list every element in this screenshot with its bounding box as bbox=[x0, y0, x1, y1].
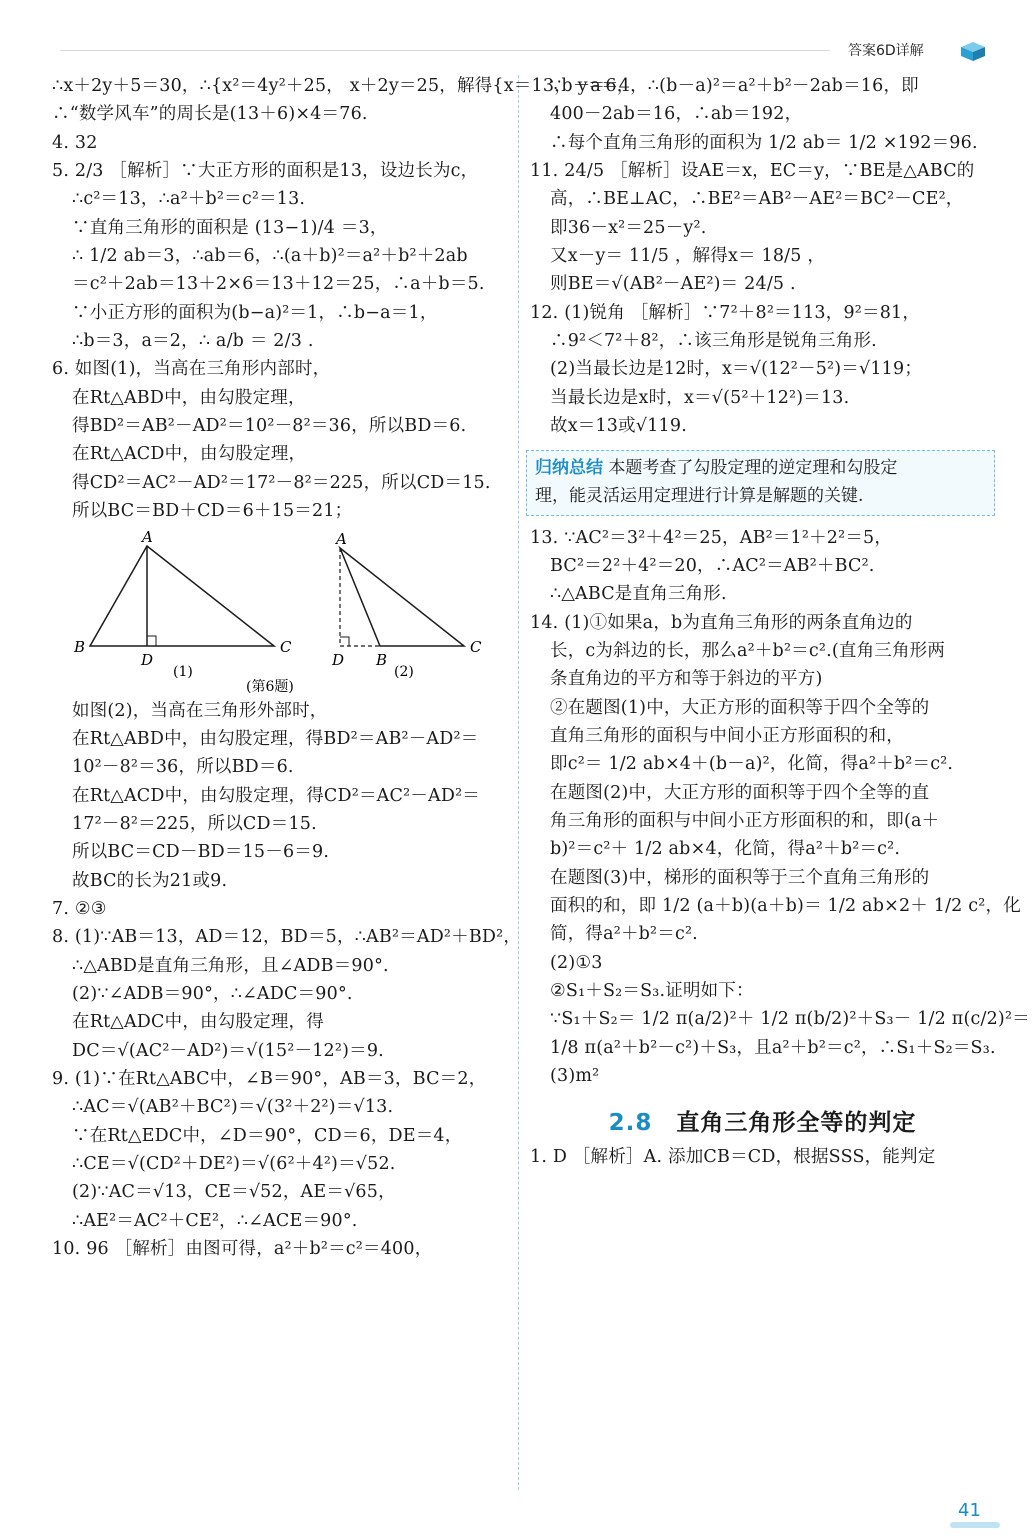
header-brand: 答案6D详解 bbox=[848, 43, 924, 59]
answer-line: 在Rt△ADC中，由勾股定理，得 bbox=[72, 1012, 324, 1033]
answer-line: ＝c²＋2ab＝13＋2×6＝13＋12＝25，∴a＋b＝5. bbox=[72, 274, 485, 295]
figure-question-6 bbox=[52, 528, 510, 693]
answer-line: ∴AE²＝AC²＋CE²，∴∠ACE＝90°. bbox=[72, 1210, 358, 1231]
answer-line: ∵在Rt△EDC中，∠D＝90°，CD＝6，DE＝4， bbox=[72, 1125, 463, 1146]
answer-line: 面积的和，即 1/2 (a＋b)(a＋b)＝ 1/2 ab×2＋ 1/2 c²，化 bbox=[550, 896, 1021, 916]
answer-line: 8. (1)∵AB＝13，AD＝12，BD＝5，∴AB²＝AD²＋BD²， bbox=[52, 927, 522, 948]
label-b-2: B bbox=[376, 650, 388, 669]
answer-line: (2)∵AC＝√13，CE＝√52，AE＝√65， bbox=[72, 1182, 396, 1203]
label-a-2: A bbox=[336, 529, 347, 548]
answer-line: 又x－y＝ 11/5 ，解得x＝ 18/5 ， bbox=[550, 246, 826, 267]
summary-box bbox=[526, 450, 995, 515]
figure-caption: (第6题) bbox=[246, 678, 294, 693]
answer-line: 故x＝13或√119. bbox=[550, 416, 687, 437]
answer-line: 当最长边是x时，x＝√(5²＋12²)＝13. bbox=[550, 387, 850, 408]
label-d-2: D bbox=[332, 650, 345, 669]
answer-line: 得CD²＝AC²－AD²＝17²－8²＝225，所以CD＝15. bbox=[72, 472, 491, 493]
answer-line: 7. ②③ bbox=[52, 898, 107, 919]
answer-line: ∴△ABC是直角三角形. bbox=[550, 584, 727, 605]
answer-line: ∴每个直角三角形的面积为 1/2 ab＝ 1/2 ×192＝96. bbox=[550, 132, 978, 153]
answer-line: 简，得a²＋b²＝c². bbox=[550, 924, 698, 945]
answer-line: ∴“数学风车”的周长是(13＋6)×4＝76. bbox=[52, 104, 368, 125]
answer-line: DC＝√(AC²－AD²)＝√(15²－12²)＝9. bbox=[72, 1040, 384, 1061]
answer-line: ∵小正方形的面积为(b−a)²＝1，∴b−a＝1， bbox=[72, 302, 438, 323]
answer-line: 1. D ［解析］A. 添加CB＝CD，根据SSS，能判定 bbox=[530, 1147, 936, 1168]
page-number: 41 bbox=[958, 1500, 981, 1521]
answer-line: (3)m² bbox=[550, 1066, 600, 1087]
answer-line: ∴AC＝√(AB²＋BC²)＝√(3²＋2²)＝√13. bbox=[72, 1097, 394, 1118]
answer-line: 17²－8²＝225，所以CD＝15. bbox=[72, 813, 317, 834]
answer-line: 即36－x²＝25－y². bbox=[550, 217, 707, 238]
answer-line: 在Rt△ACD中，由勾股定理，得CD²＝AC²－AD²＝ bbox=[72, 785, 480, 806]
answer-line: 400－2ab＝16，∴ab＝192， bbox=[550, 104, 803, 125]
summary-text-2: 理，能灵活运用定理进行计算是解题的关键. bbox=[535, 486, 864, 506]
answer-line: ∴CE＝√(CD²＋DE²)＝√(6²＋4²)＝√52. bbox=[72, 1154, 396, 1174]
answer-line: 高，∴BE⊥AC，∴BE²＝AB²－AE²＝BC²－CE²， bbox=[550, 189, 964, 210]
answer-line: 在Rt△ABD中，由勾股定理，得BD²＝AB²－AD²＝ bbox=[72, 728, 479, 749]
answer-line: (2)①3 bbox=[550, 952, 603, 973]
answer-line: 角三角形的面积与中间小正方形面积的和，即(a＋ bbox=[550, 810, 940, 831]
triangle-diagrams bbox=[52, 528, 510, 693]
answer-line: BC²＝2²＋4²＝20，∴AC²＝AB²＋BC². bbox=[550, 555, 875, 576]
answer-line: 所以BC＝CD－BD＝15－6＝9. bbox=[72, 842, 330, 863]
label-c-2: C bbox=[470, 637, 482, 656]
answer-line: ∴9²＜7²＋8²，∴该三角形是锐角三角形. bbox=[550, 331, 877, 352]
answer-line: ∵直角三角形的面积是 (13−1)/4 ＝3， bbox=[72, 217, 388, 238]
answer-line: 则BE＝√(AB²－AE²)＝ 24/5 . bbox=[550, 274, 796, 295]
figure-sub-2: (2) bbox=[394, 663, 414, 680]
answer-line: 在题图(3)中，梯形的面积等于三个直角三角形的 bbox=[550, 867, 930, 888]
answer-line: 在Rt△ABD中，由勾股定理， bbox=[72, 387, 306, 408]
answer-line: 11. 24/5 ［解析］设AE＝x，EC＝y，∵BE是△ABC的 bbox=[530, 161, 975, 182]
answer-line: 1/8 π(a²＋b²－c²)＋S₃，且a²＋b²＝c²，∴S₁＋S₂＝S₃. bbox=[550, 1037, 996, 1058]
label-a-1: A bbox=[142, 527, 153, 546]
answer-line: 所以BC＝BD＋CD＝6＋15＝21； bbox=[72, 501, 353, 522]
cube-icon bbox=[958, 40, 988, 62]
answer-line: ∴x＋2y＋5＝30，∴{x²＝4y²＋25， x＋2y＝25，解得{x＝13， y＝6， bbox=[52, 76, 635, 96]
answer-line: 4. 32 bbox=[52, 132, 98, 153]
answer-line: 故BC的长为21或9. bbox=[72, 870, 228, 891]
header-rule bbox=[60, 50, 830, 51]
summary-title: 归纳总结 bbox=[535, 458, 603, 479]
answer-line: 13. ∵AC²＝3²＋4²＝25，AB²＝1²＋2²＝5， bbox=[530, 527, 893, 548]
answer-line: (2)当最长边是12时，x＝√(12²－5²)＝√119； bbox=[550, 359, 923, 380]
answer-line: ∴ 1/2 ab＝3，∴ab＝6，∴(a＋b)²＝a²＋b²＋2ab bbox=[72, 246, 468, 267]
answer-line: ∵b－a＝4，∴(b－a)²＝a²＋b²－2ab＝16，即 bbox=[550, 76, 919, 96]
column-divider bbox=[518, 75, 519, 1490]
answer-line: 在Rt△ACD中，由勾股定理， bbox=[72, 444, 307, 465]
label-d-1: D bbox=[141, 650, 154, 669]
answer-line: ∴b＝3，a＝2，∴ a/b ＝ 2/3 . bbox=[72, 331, 314, 352]
answer-line: (2)∵∠ADB＝90°，∴∠ADC＝90°. bbox=[72, 983, 353, 1004]
section-number: 2.8 bbox=[608, 1110, 653, 1137]
answer-line: 在题图(2)中，大正方形的面积等于四个全等的直 bbox=[550, 782, 930, 803]
answer-line: ②在题图(1)中，大正方形的面积等于四个全等的 bbox=[550, 697, 930, 718]
label-b-1: B bbox=[74, 637, 86, 656]
answer-line: 直角三角形的面积与中间小正方形面积的和， bbox=[550, 725, 904, 746]
answer-line: 10²－8²＝36，所以BD＝6. bbox=[72, 757, 294, 778]
section-title bbox=[530, 1104, 995, 1137]
answer-line: ②S₁＋S₂＝S₃.证明如下： bbox=[550, 981, 754, 1002]
answer-line: 得BD²＝AB²－AD²＝10²－8²＝36，所以BD＝6. bbox=[72, 416, 467, 437]
answer-line: 如图(2)，当高在三角形外部时， bbox=[72, 700, 328, 721]
answer-line: 9. (1)∵在Rt△ABC中，∠B＝90°，AB＝3，BC＝2， bbox=[52, 1068, 487, 1089]
label-c-1: C bbox=[280, 637, 292, 656]
answer-line: 长，c为斜边的长，那么a²＋b²＝c².(直角三角形两 bbox=[550, 640, 946, 661]
page-number-decoration bbox=[950, 1522, 1000, 1528]
figure-sub-1: (1) bbox=[173, 663, 193, 680]
answer-line: ∴△ABD是直角三角形，且∠ADB＝90°. bbox=[72, 955, 389, 976]
answer-line: 10. 96 ［解析］由图可得，a²＋b²＝c²＝400， bbox=[52, 1239, 433, 1260]
answer-line: ∴c²＝13，∴a²＋b²＝c²＝13. bbox=[72, 189, 306, 210]
answer-line: 14. (1)①如果a，b为直角三角形的两条直角边的 bbox=[530, 612, 913, 633]
answer-line: 5. 2/3 ［解析］∵大正方形的面积是13，设边长为c， bbox=[52, 161, 479, 182]
answer-line: ∵S₁＋S₂＝ 1/2 π(a/2)²＋ 1/2 π(b/2)²＋S₃－ 1/2 π(c/2)²＝ bbox=[550, 1009, 1030, 1030]
answer-line: b)²＝c²＋ 1/2 ab×4，化简，得a²＋b²＝c². bbox=[550, 839, 901, 860]
summary-text: 本题考查了勾股定理的逆定理和勾股定 bbox=[608, 458, 898, 479]
answer-line: 12. (1)锐角 ［解析］∵7²＋8²＝113，9²＝81， bbox=[530, 302, 921, 323]
section-name: 直角三角形全等的判定 bbox=[676, 1110, 917, 1137]
answer-line: 即c²＝ 1/2 ab×4＋(b－a)²，化简，得a²＋b²＝c². bbox=[550, 754, 954, 775]
answer-line: 6. 如图(1)，当高在三角形内部时， bbox=[52, 359, 331, 380]
answer-line: 条直角边的平方和等于斜边的平方) bbox=[550, 669, 823, 690]
right-column bbox=[530, 72, 1030, 1172]
